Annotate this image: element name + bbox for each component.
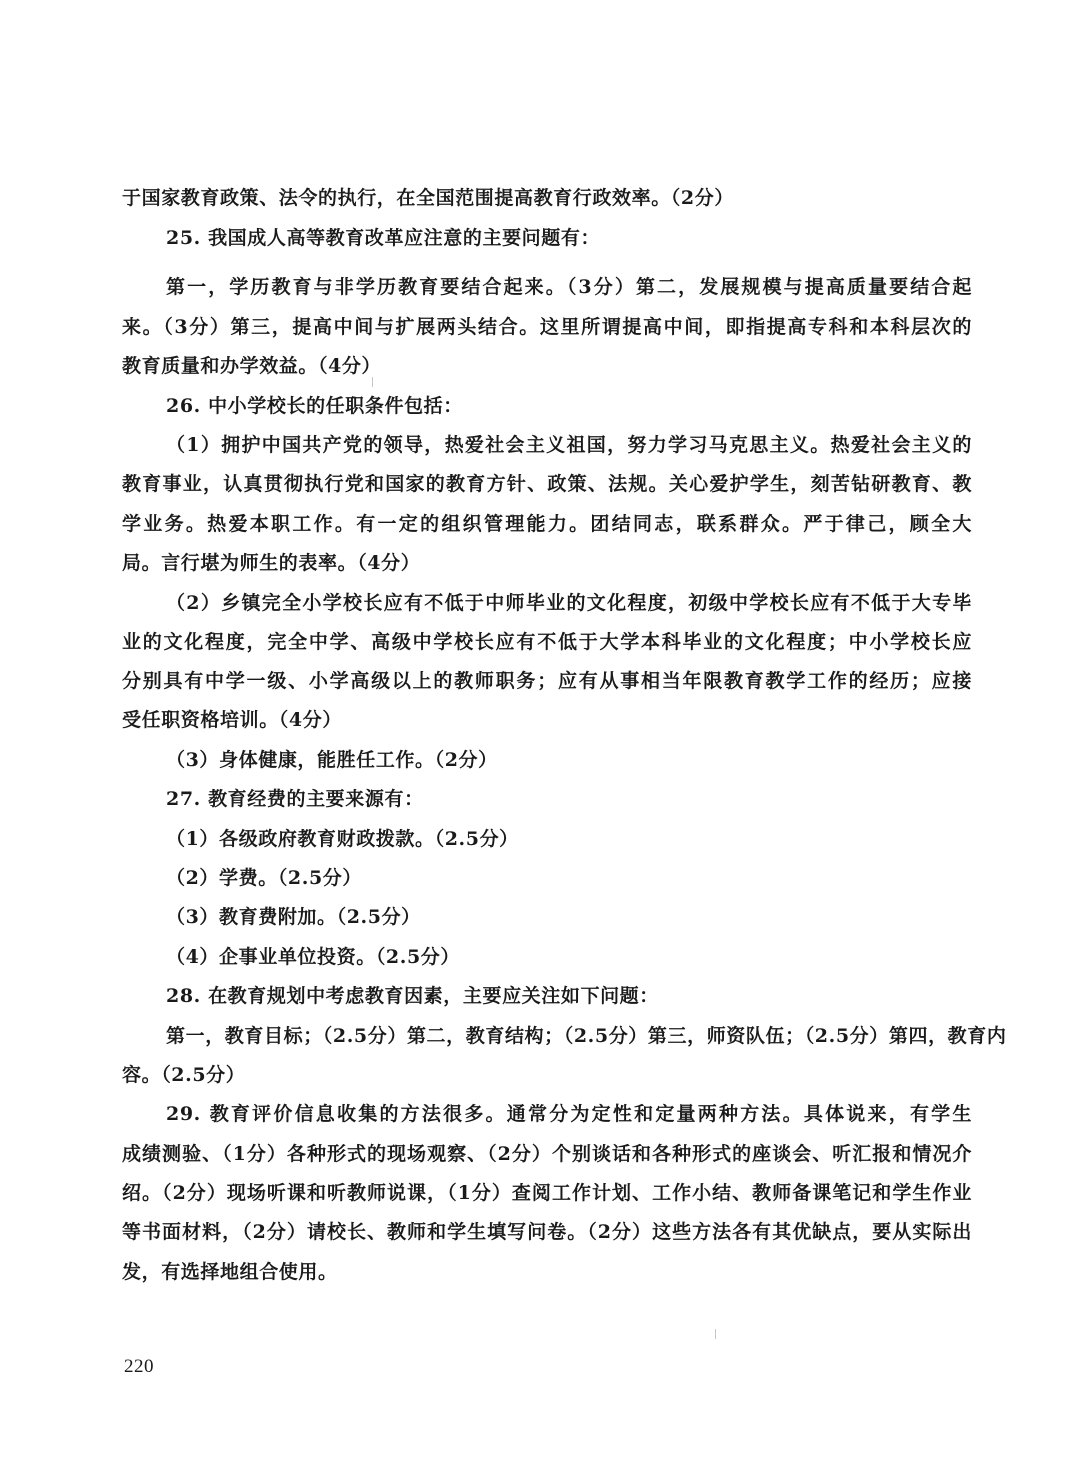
text-line: （3）身体健康，能胜任工作。（2分） (166, 749, 498, 771)
text-line: （2）乡镇完全小学校长应有不低于中师毕业的文化程度，初级中学校长应有不低于大专毕 (166, 592, 972, 614)
list-item: （1）各级政府教育财政拨款。（2.5分） (166, 828, 519, 850)
text-line: 教育质量和办学效益。（4分） (122, 355, 382, 377)
page-number: 220 (124, 1356, 154, 1377)
text-line: 受任职资格培训。（4分） (122, 709, 342, 731)
text-line: 容。（2.5分） (122, 1064, 246, 1086)
text-line: 局。言行堪为师生的表率。（4分） (122, 552, 421, 574)
text-line: 业的文化程度，完全中学、高级中学校长应有不低于大学本科毕业的文化程度；中小学校长应 (122, 631, 972, 653)
question-heading: 25. 我国成人高等教育改革应注意的主要问题有： (166, 227, 601, 249)
text-line: 绍。（2分）现场听课和听教师说课，（1分）查阅工作计划、工作小结、教师备课笔记和学生作业 (122, 1182, 972, 1204)
question-heading: 26. 中小学校长的任职条件包括： (166, 395, 463, 417)
text-line: （1）拥护中国共产党的领导，热爱社会主义祖国，努力学习马克思主义。热爱社会主义的 (166, 434, 972, 456)
text-line: 成绩测验、（1分）各种形式的现场观察、（2分）个别谈话和各种形式的座谈会、听汇报和情况介 (122, 1143, 972, 1165)
text-line: 来。（3分）第三，提高中间与扩展两头结合。这里所谓提高中间，即指提高专科和本科层次的 (122, 316, 972, 338)
text-line: 学业务。热爱本职工作。有一定的组织管理能力。团结同志，联系群众。严于律己，顾全大 (122, 513, 972, 535)
text-line: 等书面材料，（2分）请校长、教师和学生填写问卷。（2分）这些方法各有其优缺点，要从实际出 (122, 1221, 972, 1243)
text-line: 发，有选择地组合使用。 (122, 1261, 338, 1283)
text-line: 第一，教育目标；（2.5分）第二，教育结构；（2.5分）第三，师资队伍；（2.5分）第四，教育内 (166, 1025, 1007, 1047)
text-line: 于国家教育政策、法令的执行，在全国范围提高教育行政效率。（2分） (122, 187, 734, 209)
scan-speck (715, 1329, 716, 1339)
list-item: （4）企事业单位投资。（2.5分） (166, 946, 460, 968)
text-line: 第一，学历教育与非学历教育要结合起来。（3分）第二，发展规模与提高质量要结合起 (166, 276, 972, 298)
text-line: 29. 教育评价信息收集的方法很多。通常分为定性和定量两种方法。具体说来，有学生 (166, 1103, 972, 1125)
question-heading: 27. 教育经费的主要来源有： (166, 788, 424, 810)
text-line: 教育事业，认真贯彻执行党和国家的教育方针、政策、法规。关心爱护学生，刻苦钻研教育、教 (122, 473, 972, 495)
list-item: （2）学费。（2.5分） (166, 867, 362, 889)
scan-speck (372, 377, 373, 387)
list-item: （3）教育费附加。（2.5分） (166, 906, 421, 928)
question-heading: 28. 在教育规划中考虑教育因素，主要应关注如下问题： (166, 985, 659, 1007)
text-line: 分别具有中学一级、小学高级以上的教师职务；应有从事相当年限教育教学工作的经历；应接 (122, 670, 972, 692)
